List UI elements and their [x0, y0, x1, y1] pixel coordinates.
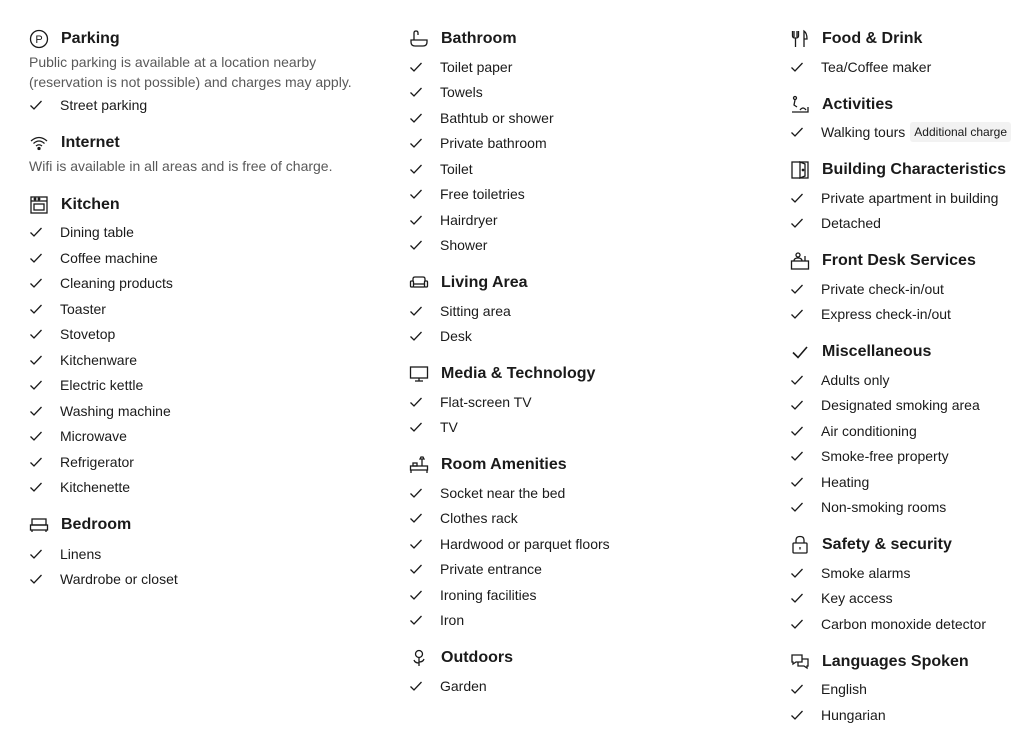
list-item [409, 324, 749, 350]
section-room-amenities [409, 454, 749, 633]
section-safety-security [790, 534, 1018, 637]
item-label: Adults only [821, 371, 890, 388]
additional-charge-badge: Additional charge [910, 122, 1011, 142]
item-list [790, 54, 1018, 80]
checkmark-icon [790, 590, 806, 606]
list-item [409, 207, 749, 233]
checkmark-icon [29, 546, 45, 562]
section-languages [790, 651, 1018, 728]
list-item [409, 506, 749, 532]
fork-knife-icon [790, 29, 810, 49]
section-title: Safety & security [822, 536, 952, 553]
list-item [29, 475, 369, 501]
item-label: Walking tours [821, 124, 906, 141]
checkmark-icon [29, 454, 45, 470]
section-activities [790, 94, 1018, 146]
checkmark-icon [790, 124, 806, 140]
item-label: Electric kettle [60, 377, 144, 394]
list-item [790, 276, 1018, 302]
section-title: Outdoors [441, 649, 513, 666]
item-label: Shower [440, 237, 488, 254]
list-item [409, 131, 749, 157]
checkmark-icon [790, 306, 806, 322]
checkmark-icon [29, 326, 45, 342]
checkmark-icon [29, 377, 45, 393]
item-label: Stovetop [60, 326, 116, 343]
checkmark-icon [790, 342, 810, 362]
item-label: Carbon monoxide detector [821, 615, 986, 632]
list-item [790, 393, 1018, 419]
list-item [409, 480, 749, 506]
section-title: Parking [61, 30, 120, 47]
checkmark-icon [409, 510, 425, 526]
section-internet [29, 132, 369, 176]
checkmark-icon [790, 281, 806, 297]
item-label: Private apartment in building [821, 189, 999, 206]
column-2 [409, 28, 749, 699]
section-title: Room Amenities [441, 456, 567, 473]
section-title: Living Area [441, 274, 528, 291]
section-title: Internet [61, 133, 120, 151]
item-list [409, 298, 749, 349]
list-item [29, 424, 369, 450]
item-label: Toilet [440, 160, 473, 177]
checkmark-icon [409, 485, 425, 501]
section-title: Bathroom [441, 30, 517, 47]
bed-lamp-icon [409, 455, 429, 475]
item-list [409, 480, 749, 633]
section-title: Activities [822, 95, 894, 113]
item-label: Heating [821, 473, 870, 490]
item-label: Microwave [60, 428, 127, 445]
sofa-icon [409, 273, 429, 293]
checkmark-icon [29, 301, 45, 317]
list-item [409, 156, 749, 182]
list-item [409, 233, 749, 259]
section-bedroom [29, 514, 369, 592]
checkmark-icon [790, 565, 806, 581]
list-item [29, 347, 369, 373]
section-outdoors [409, 647, 749, 699]
checkmark-icon [409, 536, 425, 552]
item-label: Toaster [60, 300, 106, 317]
checkmark-icon [29, 275, 45, 291]
list-item [790, 185, 1018, 211]
item-label: Garden [440, 677, 487, 694]
checkmark-icon [790, 474, 806, 490]
list-item [790, 586, 1018, 612]
checkmark-icon [409, 394, 425, 410]
list-item [29, 296, 369, 322]
checkmark-icon [790, 215, 806, 231]
checkmark-icon [29, 250, 45, 266]
section-building-characteristics [790, 159, 1018, 236]
item-label: Ironing facilities [440, 586, 537, 603]
checkmark-icon [409, 161, 425, 177]
section-title: Media & Technology [441, 365, 596, 382]
list-item [409, 105, 749, 131]
checkmark-icon [409, 612, 425, 628]
section-living-area [409, 272, 749, 349]
item-label: Cleaning products [60, 275, 173, 292]
section-media-technology [409, 363, 749, 440]
list-item [790, 120, 1018, 146]
item-label: Express check-in/out [821, 306, 951, 323]
section-food-drink [790, 28, 1018, 80]
checkmark-icon [409, 110, 425, 126]
item-label: Private check-in/out [821, 280, 944, 297]
list-item [29, 92, 369, 118]
speech-bubbles-icon [790, 652, 810, 672]
list-item [29, 220, 369, 246]
item-label: Designated smoking area [821, 397, 980, 414]
section-title: Bedroom [61, 516, 132, 533]
list-item [29, 271, 369, 297]
item-label: English [821, 681, 867, 698]
list-item [29, 245, 369, 271]
section-title: Languages Spoken [822, 652, 969, 670]
item-label: Socket near the bed [440, 484, 566, 501]
checkmark-icon [409, 59, 425, 75]
item-list [29, 541, 369, 592]
section-title: Kitchen [61, 195, 120, 213]
item-label: Flat-screen TV [440, 393, 532, 410]
item-label: Street parking [60, 96, 148, 113]
checkmark-icon [409, 237, 425, 253]
checkmark-icon [29, 479, 45, 495]
item-list [29, 92, 369, 118]
column-1 [29, 28, 369, 592]
section-description: Public parking is available at a location nearby (reservation is not possible) and charges may apply. [29, 54, 352, 90]
checkmark-icon [29, 428, 45, 444]
item-label: Linens [60, 545, 102, 562]
item-label: Clothes rack [440, 510, 518, 527]
item-label: Towels [440, 84, 483, 101]
flower-icon [409, 648, 429, 668]
item-list [409, 54, 749, 258]
list-item [409, 582, 749, 608]
list-item [790, 302, 1018, 328]
lock-icon [790, 535, 810, 555]
list-item [409, 415, 749, 441]
activity-icon [790, 95, 810, 115]
item-label: Kitchenware [60, 351, 138, 368]
checkmark-icon [409, 186, 425, 202]
checkmark-icon [790, 681, 806, 697]
checkmark-icon [409, 328, 425, 344]
list-item [790, 211, 1018, 237]
list-item [409, 531, 749, 557]
section-title: Food & Drink [822, 30, 923, 47]
list-item [29, 567, 369, 593]
item-list [409, 389, 749, 440]
item-label: Hairdryer [440, 211, 498, 228]
list-item [790, 495, 1018, 521]
list-item [409, 54, 749, 80]
checkmark-icon [409, 587, 425, 603]
item-label: Tea/Coffee maker [821, 58, 932, 75]
item-label: Free toiletries [440, 186, 525, 203]
checkmark-icon [790, 707, 806, 723]
list-item [409, 298, 749, 324]
checkmark-icon [29, 224, 45, 240]
item-label: Air conditioning [821, 422, 917, 439]
item-list [790, 367, 1018, 520]
checkmark-icon [790, 397, 806, 413]
item-list [29, 220, 369, 501]
section-title: Front Desk Services [822, 252, 976, 269]
list-item [409, 608, 749, 634]
item-label: Coffee machine [60, 249, 158, 266]
item-label: Non-smoking rooms [821, 499, 947, 516]
section-kitchen [29, 194, 369, 501]
section-miscellaneous [790, 341, 1018, 520]
list-item [409, 557, 749, 583]
section-bathroom [409, 28, 749, 258]
item-label: Iron [440, 612, 465, 629]
list-item [790, 702, 1018, 728]
checkmark-icon [409, 303, 425, 319]
svg-text:P: P [35, 34, 43, 46]
list-item [790, 469, 1018, 495]
list-item [790, 677, 1018, 703]
section-description: Wifi is available in all areas and is free of charge. [29, 157, 333, 174]
item-label: Bathtub or shower [440, 109, 554, 126]
item-list [790, 276, 1018, 327]
list-item [409, 80, 749, 106]
list-item [409, 389, 749, 415]
reception-icon [790, 251, 810, 271]
item-list [790, 560, 1018, 637]
list-item [29, 373, 369, 399]
item-label: TV [440, 419, 458, 436]
item-label: Detached [821, 215, 881, 232]
item-label: Kitchenette [60, 479, 131, 496]
item-label: Wardrobe or closet [60, 571, 178, 588]
list-item [409, 182, 749, 208]
list-item [790, 418, 1018, 444]
list-item [790, 444, 1018, 470]
checkmark-icon [29, 571, 45, 587]
checkmark-icon [409, 561, 425, 577]
item-label: Dining table [60, 224, 134, 241]
tv-icon [409, 364, 429, 384]
item-list [790, 185, 1018, 236]
checkmark-icon [29, 403, 45, 419]
checkmark-icon [409, 212, 425, 228]
checkmark-icon [790, 499, 806, 515]
item-label: Desk [440, 328, 472, 345]
checkmark-icon [790, 372, 806, 388]
item-label: Sitting area [440, 302, 511, 319]
list-item [790, 367, 1018, 393]
checkmark-icon [409, 419, 425, 435]
section-front-desk [790, 250, 1018, 327]
door-icon [790, 160, 810, 180]
list-item [29, 398, 369, 424]
item-label: Smoke alarms [821, 564, 911, 581]
list-item [29, 322, 369, 348]
item-list [409, 673, 749, 699]
list-item [29, 541, 369, 567]
bed-icon [29, 515, 49, 535]
checkmark-icon [790, 423, 806, 439]
checkmark-icon [790, 190, 806, 206]
checkmark-icon [790, 448, 806, 464]
item-label: Refrigerator [60, 453, 134, 470]
wifi-icon [29, 133, 49, 153]
list-item [790, 611, 1018, 637]
item-label: Hardwood or parquet floors [440, 535, 610, 552]
list-item [790, 54, 1018, 80]
parking-icon [29, 29, 49, 49]
list-item [790, 560, 1018, 586]
checkmark-icon [29, 97, 45, 113]
checkmark-icon [409, 135, 425, 151]
item-label: Toilet paper [440, 58, 513, 75]
list-item [409, 673, 749, 699]
checkmark-icon [29, 352, 45, 368]
column-3 [790, 28, 1018, 728]
checkmark-icon [409, 678, 425, 694]
section-parking [29, 28, 369, 118]
item-label: Washing machine [60, 402, 171, 419]
item-list [790, 120, 1018, 146]
list-item [29, 449, 369, 475]
item-list [790, 677, 1018, 728]
checkmark-icon [409, 84, 425, 100]
section-title: Building Characteristics [822, 161, 1007, 178]
item-label: Hungarian [821, 706, 886, 723]
item-label: Key access [821, 590, 893, 607]
checkmark-icon [790, 59, 806, 75]
checkmark-icon [790, 616, 806, 632]
item-label: Smoke-free property [821, 448, 949, 465]
item-label: Private bathroom [440, 135, 547, 152]
section-title: Miscellaneous [822, 343, 932, 360]
bath-icon [409, 29, 429, 49]
oven-icon [29, 195, 49, 215]
item-label: Private entrance [440, 561, 542, 578]
